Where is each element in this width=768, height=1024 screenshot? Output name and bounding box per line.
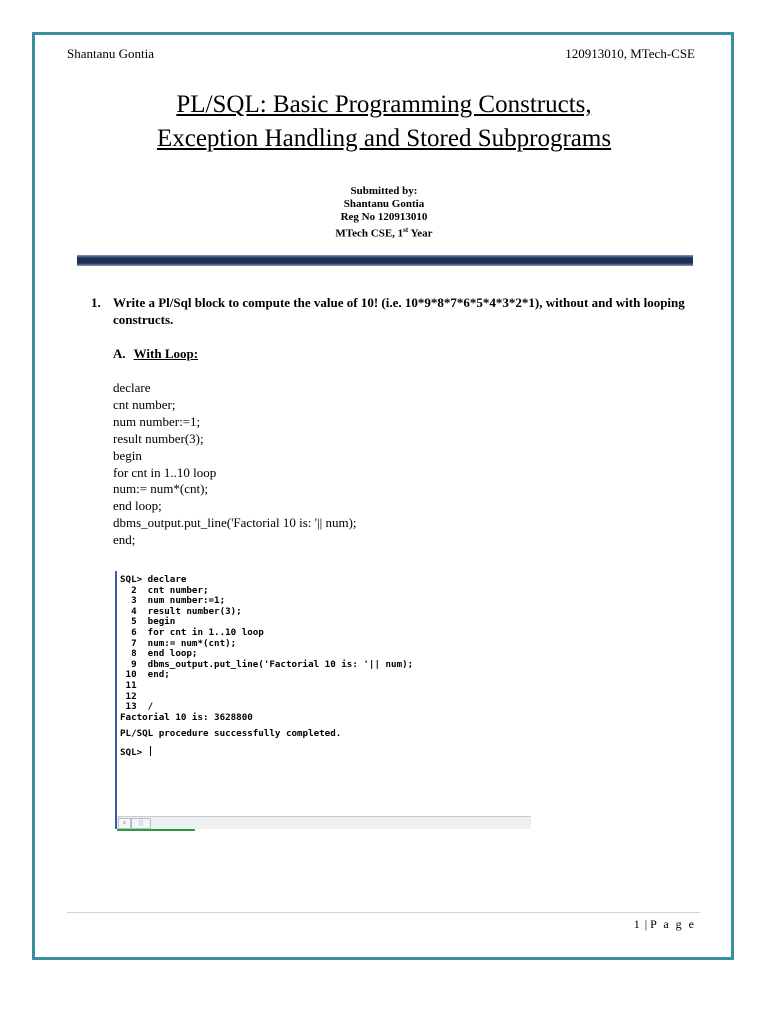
section-title: With Loop: bbox=[133, 346, 199, 361]
code-line: begin bbox=[113, 447, 142, 463]
console-line: SQL> declare bbox=[120, 574, 187, 585]
section-letter: A. bbox=[113, 346, 126, 361]
code-line: cnt number; bbox=[113, 396, 176, 412]
submitted-label: Submitted by: bbox=[350, 185, 418, 197]
page-title bbox=[0, 88, 768, 156]
submitted-reg: Reg No 120913010 bbox=[340, 211, 428, 223]
code-line: dbms_output.put_line('Factorial 10 is: '|| num); bbox=[113, 515, 357, 531]
console-line: Factorial 10 is: 3628800 bbox=[120, 711, 253, 723]
horizontal-scrollbar[interactable] bbox=[117, 816, 531, 829]
header-author: Shantanu Gontia bbox=[67, 46, 155, 61]
footer-separator: | bbox=[644, 917, 648, 931]
question-text: Write a Pl/Sql block to compute the value of 10! (i.e. 10*9*8*7*6*5*4*3*2*1), without and with looping constructs. bbox=[113, 295, 685, 327]
console-line: 9 dbms_output.put_line('Factorial 10 is: '|| num); bbox=[120, 658, 414, 670]
code-line: num number:=1; bbox=[113, 413, 201, 429]
page-footer bbox=[634, 917, 696, 932]
console-prompt: SQL> bbox=[120, 746, 148, 758]
console-output bbox=[120, 575, 413, 757]
submitted-name: Shantanu Gontia bbox=[343, 198, 425, 210]
header-reg-course: 120913010, MTech-CSE bbox=[565, 46, 695, 61]
footer-divider bbox=[67, 912, 700, 913]
title-line-1: PL/SQL: Basic Programming Constructs, bbox=[176, 91, 592, 118]
console-line: 7 num:= num*(cnt); bbox=[120, 637, 237, 649]
code-line: end; bbox=[113, 532, 136, 548]
section-divider bbox=[77, 255, 693, 266]
console-line: 13 / bbox=[120, 701, 154, 713]
code-line: declare bbox=[113, 380, 151, 395]
console-status: PL/SQL procedure successfully completed. bbox=[120, 728, 342, 740]
console-line: 2 cnt number; bbox=[120, 584, 209, 596]
console-line: 8 end loop; bbox=[120, 648, 198, 660]
console-line: 4 result number(3); bbox=[120, 605, 242, 617]
submitted-block bbox=[0, 185, 768, 241]
text-cursor bbox=[150, 746, 151, 756]
scroll-thumb[interactable]: ||| bbox=[131, 818, 151, 829]
console-line: 10 end; bbox=[120, 669, 170, 681]
course-prefix: MTech CSE, 1 bbox=[335, 227, 404, 240]
course-superscript: st bbox=[403, 226, 409, 234]
title-line-2: Exception Handling and Stored Subprograms bbox=[156, 125, 612, 152]
console-line: 12 bbox=[120, 690, 137, 702]
course-suffix: Year bbox=[408, 227, 433, 240]
code-line: for cnt in 1..10 loop bbox=[113, 464, 217, 480]
code-listing bbox=[113, 380, 357, 549]
question-number: 1. bbox=[91, 295, 101, 310]
console-line: 11 bbox=[120, 679, 137, 691]
section-heading bbox=[113, 346, 198, 362]
taskbar-accent bbox=[117, 829, 195, 831]
console-line: 3 num number:=1; bbox=[120, 595, 226, 607]
code-line: num:= num*(cnt); bbox=[113, 481, 209, 497]
console-line: 5 begin bbox=[120, 616, 176, 628]
page-number: 1 bbox=[633, 917, 642, 931]
submitted-course bbox=[0, 224, 768, 241]
console-prompt-line bbox=[120, 746, 413, 757]
code-line: end loop; bbox=[113, 498, 162, 514]
code-line: result number(3); bbox=[113, 430, 204, 446]
scroll-left-icon[interactable]: < bbox=[118, 818, 131, 829]
console-line: 6 for cnt in 1..10 loop bbox=[120, 626, 264, 638]
sqlplus-console-screenshot bbox=[115, 571, 531, 829]
page-label: P a g e bbox=[650, 917, 696, 931]
